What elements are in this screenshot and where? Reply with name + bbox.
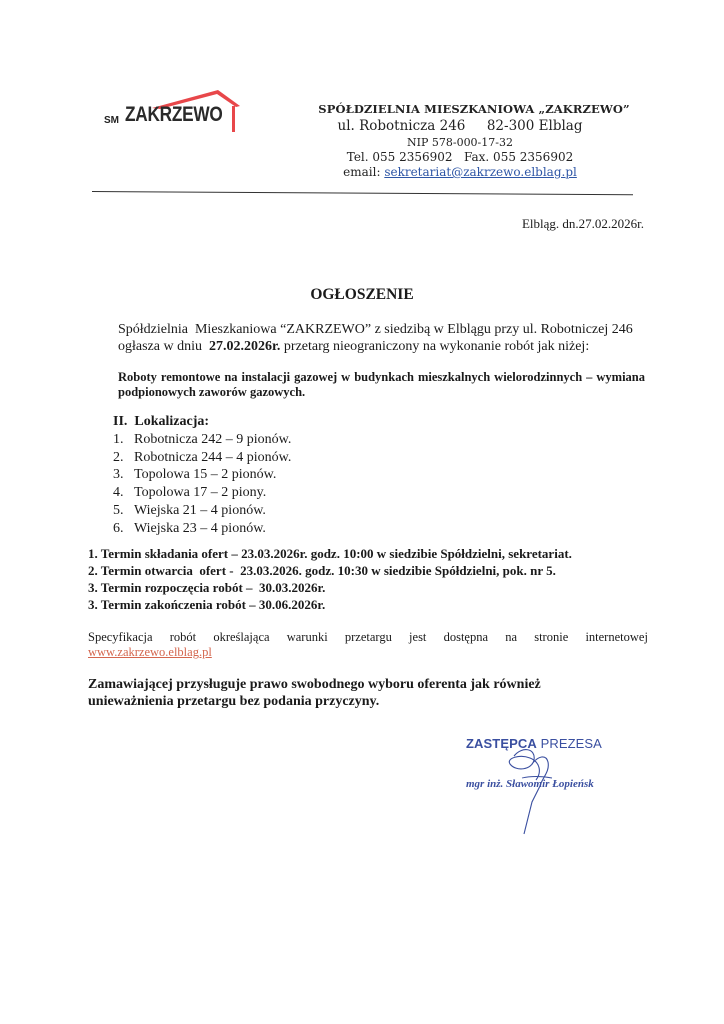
organization-address: ul. Robotnicza 246 82-300 Elblag — [337, 118, 583, 134]
list-item — [113, 502, 291, 520]
handwritten-signature-icon — [496, 742, 576, 838]
email-link[interactable]: sekretariat@zakrzewo.elblag.pl — [384, 165, 577, 179]
logo-prefix: SM — [104, 115, 119, 126]
list-item-text: Robotnicza 242 – 9 pionów. — [134, 431, 292, 447]
final-note — [88, 676, 558, 710]
organization-nip: NIP 578-000-17-32 — [406, 136, 513, 149]
list-item-number: 3. — [113, 467, 124, 483]
document-title: OGŁOSZENIE — [310, 286, 414, 303]
spec-word: jest — [409, 630, 427, 644]
organization-email-line — [280, 165, 640, 180]
spec-word: przetargu — [344, 630, 392, 644]
list-item-number: 5. — [113, 502, 124, 518]
deadline-item: 2. Termin otwarcia ofert - 23.03.2026. godz. 10:30 w siedzibie Spółdzielni, pok. nr 5. — [88, 563, 556, 578]
role-light: PREZESA — [536, 736, 602, 751]
spec-word: internetowej — [585, 630, 648, 644]
spec-word: stronie — [534, 630, 569, 644]
list-item — [113, 520, 291, 538]
logo-name: ZAKRZEWO — [125, 103, 223, 126]
localization-list — [113, 413, 291, 538]
deadline-item: 1. Termin składania ofert – 23.03.2026r. godz. 10:00 w siedzibie Spółdzielni, sekretariat. — [88, 546, 572, 561]
document-date: Elbląg. dn.27.02.2026r. — [521, 216, 644, 231]
intro-line-2 — [118, 338, 648, 355]
intro-line-1: Spółdzielnia Mieszkaniowa “ZAKRZEWO” z siedzibą w Elblągu przy ul. Robotniczej 246 — [118, 322, 633, 337]
spec-word: Specyfikacja — [88, 630, 153, 644]
scope-of-work: Roboty remontowe na instalacji gazowej w budynkach mieszkalnych wielorodzinnych – wymiana podpionowych zaworów gazowych. — [118, 370, 645, 399]
organization-name: SPÓŁDZIELNIA MIESZKANIOWA „ZAKRZEWO” — [318, 102, 630, 116]
website-link[interactable]: www.zakrzewo.elblag.pl — [88, 645, 212, 659]
list-item-text: Topolowa 15 – 2 pionów. — [134, 467, 277, 483]
spec-word: na — [505, 630, 518, 644]
spec-word: warunki — [286, 630, 328, 644]
announcement-date: 27.02.2026r. — [208, 339, 281, 354]
letterhead — [280, 102, 640, 180]
signatory-name: mgr inż. Sławomir Łopieńsk — [466, 778, 594, 790]
list-item-text: Wiejska 23 – 4 pionów. — [134, 520, 266, 536]
intro-line-2-pre: ogłasza w dniu — [118, 339, 209, 354]
list-item — [113, 466, 291, 484]
localization-heading: II. Lokalizacja: — [113, 414, 210, 429]
spec-word: robót — [169, 630, 197, 644]
list-item-number: 4. — [113, 485, 124, 501]
final-note-line-2: unieważnienia przetargu bez podania przyczyny. — [88, 694, 380, 709]
specification-text — [88, 630, 648, 645]
intro-paragraph — [118, 321, 648, 355]
role-bold: ZASTĘPCA — [466, 736, 537, 751]
email-label: email: — [343, 165, 385, 179]
spec-word: dostępna — [443, 630, 489, 644]
list-item — [113, 449, 291, 467]
deadline-item: 3. Termin rozpoczęcia robót – 30.03.2026r. — [88, 580, 326, 595]
list-item-number: 6. — [113, 520, 124, 536]
list-item — [113, 484, 291, 502]
signature-stamp — [466, 736, 666, 836]
organization-phone-fax: Tel. 055 2356902 Fax. 055 2356902 — [346, 150, 574, 164]
list-item-number: 2. — [113, 449, 124, 465]
list-item — [113, 431, 291, 449]
list-item-text: Robotnicza 244 – 4 pionów. — [134, 449, 292, 465]
intro-line-2-post: przetarg nieograniczony na wykonanie robót jak niżej: — [280, 339, 590, 354]
header-divider — [92, 191, 633, 195]
company-logo — [100, 84, 245, 134]
list-item-text: Wiejska 21 – 4 pionów. — [134, 502, 266, 518]
specification-paragraph — [88, 630, 648, 660]
deadline-item: 3. Termin zakończenia robót – 30.06.2026r. — [88, 597, 326, 612]
list-item-number: 1. — [113, 431, 124, 447]
final-note-line-1: Zamawiającej przysługuje prawo swobodnego wyboru oferenta jak również — [88, 677, 541, 692]
list-item-text: Topolowa 17 – 2 piony. — [134, 485, 267, 501]
spec-word: określająca — [213, 630, 270, 644]
deadlines-list — [88, 545, 648, 613]
